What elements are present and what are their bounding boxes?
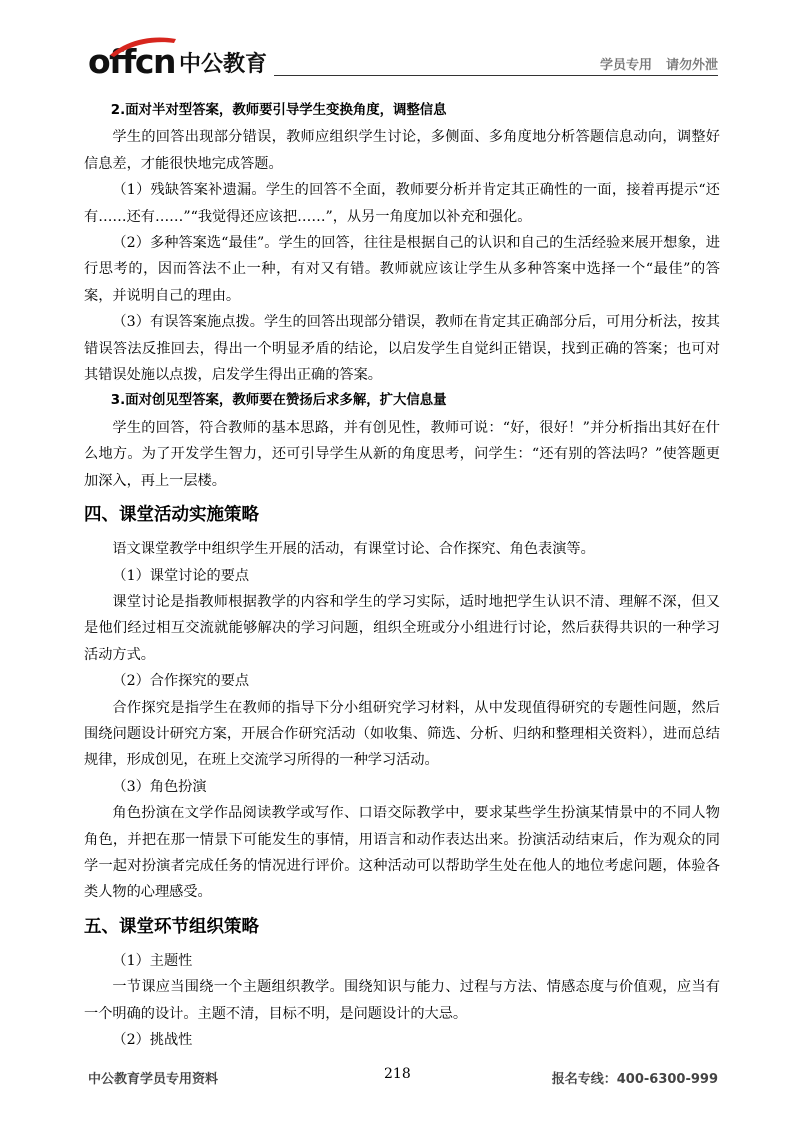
- logo-wordmark: [88, 42, 175, 81]
- logo-swoosh-icon: [108, 35, 178, 57]
- paragraph: （3）有误答案施点拨。学生的回答出现部分错误，教师在肯定其正确部分后，可用分析法，按其错误答法反推回去，得出一个明显矛盾的结论，以启发学生自觉纠正错误，找到正确的答案；也可对其错误处施以点拨，启发学生得出正确的答案。: [84, 314, 720, 384]
- list-item: （1）主题性: [112, 952, 193, 969]
- section-heading-5: 五、课堂环节组织策略: [84, 916, 259, 937]
- list-item: （3）角色扮演: [112, 778, 207, 795]
- logo-text: offcn: [88, 42, 175, 81]
- page-number: 218: [384, 1066, 411, 1082]
- page-header: [88, 42, 718, 82]
- paragraph: 学生的回答，符合教师的基本思路，并有创见性，教师可说：“好，很好！”并分析指出其好在什么地方。为了开发学生智力，还可引导学生从新的角度思考，问学生：“还有别的答法吗？”使答题更加深入，再上一层楼。: [84, 419, 720, 489]
- header-rule: [274, 75, 718, 76]
- header-label-student-only: 学员专用: [599, 58, 652, 73]
- footer-hotline: 报名专线：400-6300-999: [551, 1072, 718, 1087]
- header-notice: [586, 54, 718, 73]
- offcn-logo: [88, 42, 267, 81]
- paragraph: 语文课堂教学中组织学生开展的活动，有课堂讨论、合作探究、角色表演等。: [112, 541, 595, 558]
- paragraph: 一节课应当围绕一个主题组织教学。围绕知识与能力、过程与方法、情感态度与价值观，应当有一个明确的设计。主题不清，目标不明，是问题设计的大忌。: [84, 979, 720, 1022]
- paragraph: 合作探究是指学生在教师的指导下分小组研究学习材料，从中发现值得研究的专题性问题，然后围绕问题设计研究方案，开展合作研究活动（如收集、筛选、分析、归纳和整理相关资料），进而总结规律，形成创见，在班上交流学习所得的一种学习活动。: [84, 699, 720, 769]
- paragraph: （1）残缺答案补遗漏。学生的回答不全面，教师要分析并肯定其正确性的一面，接着再提示“还有……还有……”“我觉得还应该把……”，从另一角度加以补充和强化。: [84, 182, 720, 225]
- header-label-no-leak: 请勿外泄: [665, 58, 718, 73]
- list-item: （2）挑战性: [112, 1032, 193, 1048]
- logo-chinese-name: 中公教育: [178, 52, 267, 77]
- paragraph: 学生的回答出现部分错误，教师应组织学生讨论，多侧面、多角度地分析答题信息动向，调整好信息差，才能很快地完成答题。: [84, 129, 720, 172]
- subheading-2: 2.面对半对型答案，教师要引导学生变换角度，调整信息: [110, 103, 447, 118]
- page-footer: [88, 1068, 718, 1092]
- footer-left-label: 中公教育学员专用资料: [88, 1072, 219, 1087]
- list-item: （1）课堂讨论的要点: [112, 567, 250, 584]
- paragraph: 角色扮演在文学作品阅读教学或写作、口语交际教学中，要求某些学生扮演某情景中的不同人物角色，并把在那一情景下可能发生的事情，用语言和动作表达出来。扮演活动结束后，作为观众的同学一起对扮演者完成任务的情况进行评价。这种活动可以帮助学生处在他人的地位考虑问题，体验各类人物的心理感受。: [84, 805, 720, 901]
- page-content: [84, 98, 720, 1053]
- list-item: （2）合作探究的要点: [112, 673, 250, 690]
- subheading-3: 3.面对创见型答案，教师要在赞扬后求多解，扩大信息量: [110, 393, 447, 409]
- paragraph: （2）多种答案选“最佳”。学生的回答，往往是根据自己的认识和自己的生活经验来展开想象，进行思考的，因而答法不止一种，有对又有错。教师就应该让学生从多种答案中选择一个“最佳”的答案，并说明自己的理由。: [84, 235, 720, 304]
- paragraph: 课堂讨论是指教师根据教学的内容和学生的学习实际，适时地把学生认识不清、理解不深，但又是他们经过相互交流就能够解决的学习问题，组织全班或分小组进行讨论，然后获得共识的一种学习活动方式。: [84, 593, 720, 663]
- section-heading-4: 四、课堂活动实施策略: [84, 505, 259, 526]
